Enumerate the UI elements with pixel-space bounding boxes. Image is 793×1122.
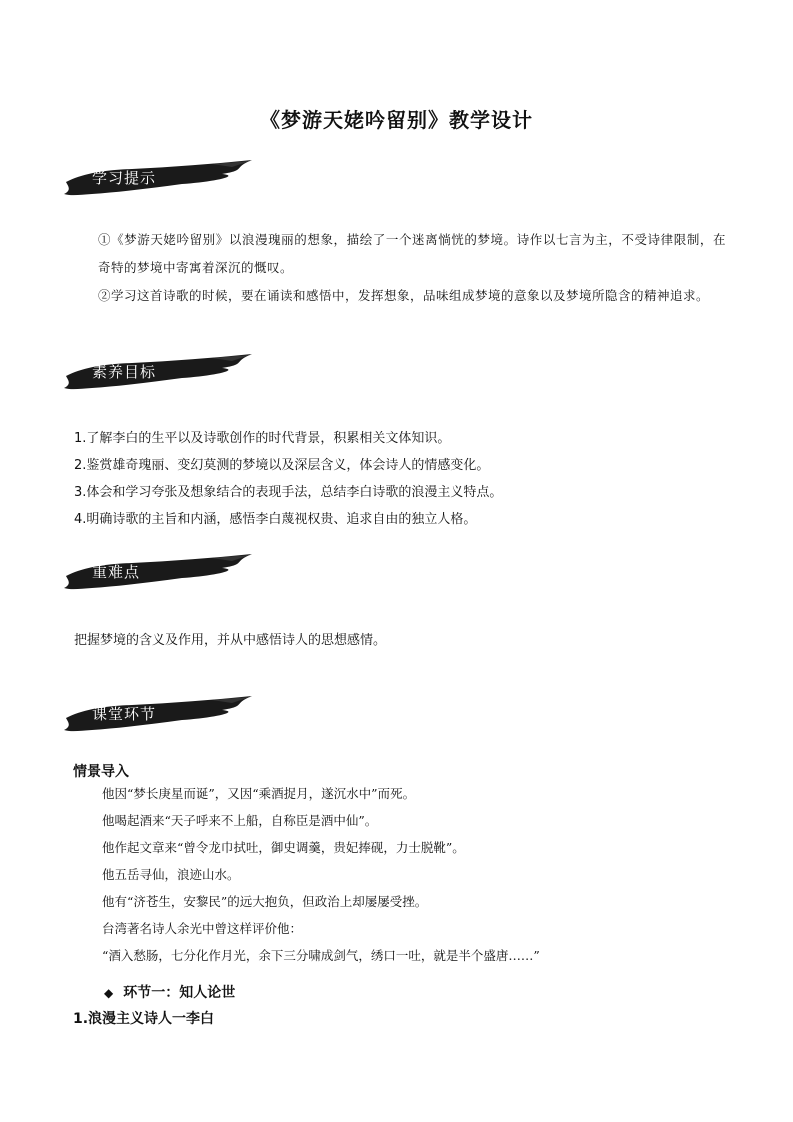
intro-line: 台湾著名诗人余光中曾这样评价他：: [102, 921, 303, 936]
goal-item: 3.体会和学习夸张及想象结合的表现手法，总结李白诗歌的浪漫主义特点。: [74, 485, 503, 500]
sub-heading: 1.浪漫主义诗人一李白: [73, 1011, 215, 1027]
goal-item: 2.鉴赏雄奇瑰丽、变幻莫测的梦境以及深层含义，体会诗人的情感变化。: [74, 458, 490, 473]
diamond-bullet-icon: ◆: [104, 986, 114, 1000]
intro-line: 他有“济苍生，安黎民”的远大抱负，但政治上却屡屡受挫。: [102, 894, 428, 909]
section-banner-goals: [62, 352, 254, 392]
intro-line: 他五岳寻仙，浪迹山水。: [102, 867, 240, 882]
goal-item: 1.了解李白的生平以及诗歌创作的时代背景，积累相关文体知识。: [74, 431, 451, 446]
page-title: 《梦游天姥吟留别》教学设计: [260, 108, 533, 132]
section-banner-class: [62, 694, 254, 734]
intro-line: 他喝起酒来“天子呼来不上船，自称臣是酒中仙”。: [102, 813, 378, 828]
section-label: 学习提示: [92, 169, 157, 187]
goal-item: 4.明确诗歌的主旨和内涵，感悟李白蔑视权贵、追求自由的独立人格。: [74, 512, 477, 527]
brush-stroke-icon: [62, 552, 254, 592]
brush-stroke-icon: [62, 158, 254, 198]
tips-paragraph-2: [74, 282, 726, 310]
section-label: 素养目标: [92, 363, 157, 381]
intro-line: 他作起文章来“曾令龙巾拭吐，御史调羹，贵妃捧砚，力士脱靴”。: [102, 840, 465, 855]
section-label: 课堂环节: [92, 705, 157, 723]
brush-stroke-icon: [62, 352, 254, 392]
step-title: 环节一：知人论世: [123, 985, 236, 1001]
intro-heading: 情景导入: [73, 764, 129, 780]
section-label: 重难点: [92, 563, 141, 581]
section-banner-key: [62, 552, 254, 592]
step-heading: [104, 982, 235, 1002]
tips-paragraph-1: [74, 226, 726, 282]
key-text: 把握梦境的含义及作用，并从中感悟诗人的思想感情。: [74, 633, 387, 648]
tips-text-1: ①《梦游天姥吟留别》以浪漫瑰丽的想象，描绘了一个迷离惝恍的梦境。诗作以七言为主，不受诗律限制，在奇特的梦境中寄寓着深沉的慨叹。: [98, 232, 726, 275]
intro-line: “酒入愁肠，七分化作月光，余下三分啸成剑气，绣口一吐，就是半个盛唐……”: [102, 948, 540, 963]
section-banner-tips: [62, 158, 254, 198]
tips-text-2: ②学习这首诗歌的时候，要在诵读和感悟中，发挥想象，品味组成梦境的意象以及梦境所隐含的精神追求。: [98, 288, 710, 303]
brush-stroke-icon: [62, 694, 254, 734]
intro-line: 他因“梦长庚星而诞”，又因“乘酒捉月，遂沉水中”而死。: [102, 786, 416, 801]
